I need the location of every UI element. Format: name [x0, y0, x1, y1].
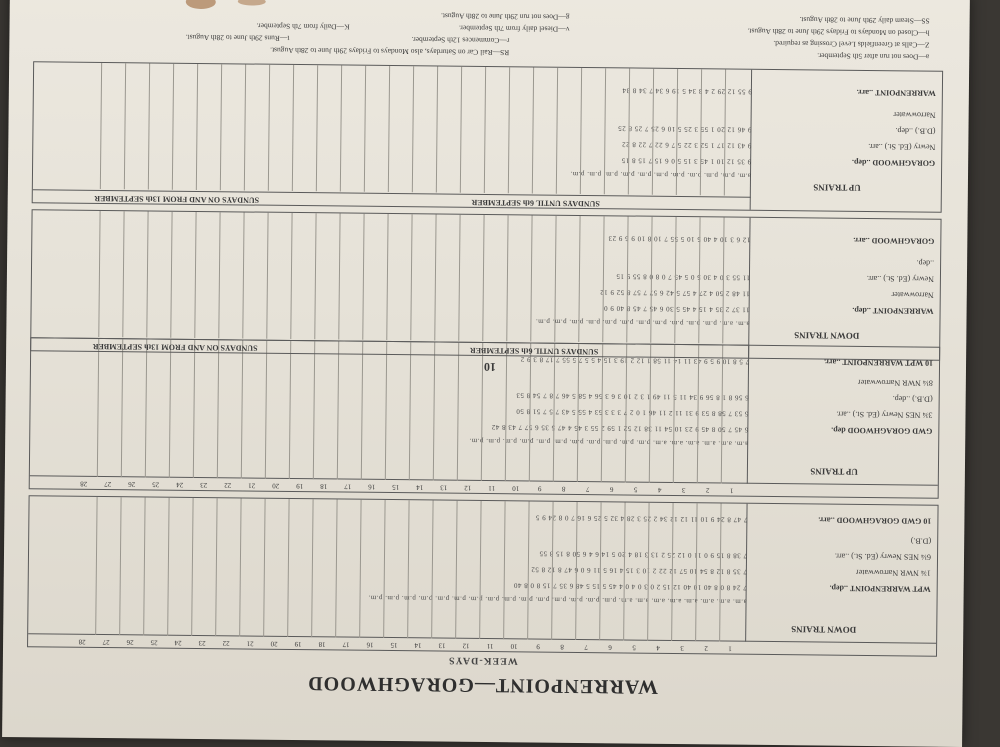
times-row-4: 12 6 3 10 4 40 5 10 5 55 7 10 8 10 9 5 9 23	[608, 234, 751, 244]
sundays-heading: SUNDAYS UNTIL 6th SEPTEMBER SUNDAYS ON AND FROM 13th SEPTEMBER	[33, 189, 751, 210]
station-row-2: Narrowwater	[891, 290, 934, 300]
times-row-ampm: a.m. a.m. a.m. a.m. a.m. a.m. p.m. p.m. p.m. p.m. p.m. p.m. p.m. p.m. p.m. p.m. p.m.	[468, 436, 749, 448]
footnote: t—Runs 29th June to 28th August.	[185, 32, 290, 43]
times-row-2: 7 35 8 12 8 54 10 57 12 22 2 10 3 15 4 16 5 11 6 0 6 47 8 12 8 52	[530, 565, 747, 576]
times-row-ampm: a.m. a.m. a.m. a.m. a.m. a.m. a.m. a.m. p.m. p.m. p.m. p.m. p.m. p.m. p.m. p.m. p.m. p.m. p.m. p.m. p.m. p.m. p.m.	[367, 593, 747, 606]
timetable-sheet	[2, 0, 970, 747]
sundays-heading: SUNDAYS UNTIL 6th SEPTEMBER SUNDAYS ON AND FROM 13th SEPTEMBER	[31, 337, 749, 358]
table-sundays-down	[30, 209, 941, 361]
times-row-3: 11 55 3 0 4 30 5 0 5 45 7 0 8 0 8 55 9 15	[615, 272, 750, 282]
station-stub	[750, 70, 942, 212]
times-grid	[28, 496, 747, 642]
table-weekdays-down	[27, 495, 939, 657]
station-row-1: WARRENPOINT ..dep.	[852, 305, 934, 316]
footnote: a—Does not run after 5th September.	[817, 51, 930, 62]
direction-label: DOWN TRAINS	[794, 330, 860, 341]
times-row-3: 6 56 8 1 8 56 9 34 11 5 11 49 1 3 2 10 3 6 3 56 4 58 5 46 7 8 7 54 8 53	[515, 391, 749, 402]
station-row-2: 3¾ NES Newry (Ed. St.) ..arr.	[836, 409, 933, 420]
footnote: Z—Calls at Greenfields Level Crossing as required.	[773, 38, 930, 50]
station-row-3: (D.B.) ..dep.	[895, 126, 936, 136]
station-row-5: 10 WPT WARRENPOINT ..arr.	[824, 357, 934, 368]
station-row-2: 1¾ NWR Narrowwater	[855, 567, 931, 578]
footnote: K—Daily from 7th September.	[256, 21, 350, 32]
direction-label: DOWN TRAINS	[791, 624, 857, 635]
times-row-2: 9 43 12 17 1 52 3 22 5 7 6 22 7 22 8 22	[621, 140, 752, 150]
station-row-3: Newry (Ed. St.) ..arr.	[866, 273, 934, 284]
times-row-3: 9 46 12 20 1 55 3 25 5 10 6 25 7 25 8 25	[617, 124, 752, 134]
footnote: h—Closed on Mondays to Fridays 29th June to 28th August.	[747, 26, 930, 38]
times-row-2: 6 53 7 58 8 53 9 31 11 2 11 46 1 0 2 7 3 3 3 53 4 55 5 43 7 5 7 51 8 50	[515, 407, 749, 418]
station-row-5: GORAGHWOOD ..arr.	[853, 235, 935, 246]
times-row-2: 11 48 2 50 4 27 4 57 5 42 6 57 7 57 8 52 9 12	[599, 288, 750, 298]
station-row-5: WARRENPOINT ..arr.	[856, 87, 936, 98]
station-row-1: WPT WARRENPOINT ..dep.	[829, 583, 931, 594]
footnotes	[49, 11, 930, 62]
station-stub	[747, 346, 939, 486]
times-row-1: 7 24 8 0 8 40 10 40 12 15 2 0 3 0 4 0 4 45 5 15 5 48 6 35 7 15 8 0 8 40	[513, 581, 747, 592]
station-row-3: (D.B.) ..dep.	[892, 394, 933, 404]
times-grid	[31, 210, 750, 344]
footnote: v—Diesel daily from 7th September.	[458, 23, 570, 34]
station-row-4: 8¼ NWR Narrowwater	[857, 377, 933, 388]
times-grid	[33, 62, 752, 196]
times-row-1: 9 35 12 10 1 45 3 15 5 0 6 15 7 15 8 15	[621, 156, 752, 166]
footnote: RS—Rail Car on Saturdays, also Mondays to Fridays 29th June to 28th August.	[270, 45, 510, 58]
station-row-4: Narrowwater	[893, 110, 936, 120]
direction-label: UP TRAINS	[810, 466, 858, 477]
printed-page-upside-down	[2, 0, 970, 747]
times-grid	[30, 338, 749, 484]
station-row-4: ..dep.	[916, 258, 935, 268]
footnote: r—Commences 12th September.	[411, 35, 510, 46]
footnote: g—Does not run 29th June to 28th August.	[440, 11, 570, 22]
station-row-1: GWD GORAGHWOOD dep.	[831, 425, 933, 436]
section-heading-weekdays: WEEK-DAYS	[447, 654, 518, 667]
times-row-1: 6 45 7 50 8 45 9 23 10 54 11 38 12 52 1 59 2 55 3 45 4 47 5 35 6 57 7 43 8 42	[491, 423, 749, 434]
times-row-4: 9 55 12 29 2 4 3 34 5 19 6 34 7 34 8 34	[622, 86, 752, 96]
page-number: 10	[483, 359, 497, 375]
station-row-5: 10 GWD GORAGHWOOD ..arr.	[818, 515, 932, 526]
column-numbers-row: 1 2 3 4 5 6 7 8 9 10 11 12 13 14 15 16 17 18 19 20 21 22 23 24 25 26 27 28	[30, 475, 938, 498]
column-numbers-row: 1 2 3 4 5 6 7 8 9 10 11 12 13 14 15 16 17 18 19 20 21 22 23 24 25 26 27 28	[28, 633, 936, 656]
station-stub	[748, 218, 940, 360]
times-row-4: 7 5 8 10 9 5 9 43 11 14 11 58 1 12 2 19 3 15 4 5 5 7 5 55 7 17 8 3 9 2	[520, 355, 750, 366]
station-row-2: Newry (Ed. St.) ..arr.	[868, 141, 936, 152]
table-sundays-up	[32, 61, 943, 213]
times-row-1: 11 37 2 35 4 15 4 45 5 30 6 45 7 45 8 40 9 0	[603, 304, 750, 314]
station-row-3: 6¼ NES Newry (Ed. St.) ..arr.	[834, 551, 932, 562]
page-title: WARRENPOINT—GORAGHWOOD	[307, 672, 659, 698]
times-row-4: 7 47 8 24 9 10 11 12 12 34 2 25 3 28 4 32 5 25 6 16 7 0 8 24 9 5	[535, 513, 748, 524]
times-row-ampm: a.m. p.m. p.m. p.m. p.m. p.m. p.m. p.m. p.m. p.m. p.m.	[569, 169, 752, 180]
footnote: SS—Steam daily 29th June to 28th August.	[799, 15, 930, 26]
times-row-ampm: a.m. a.m. p.m. p.m. p.m. p.m. p.m. p.m. p.m. p.m. p.m. p.m. p.m.	[535, 317, 750, 328]
station-row-4: (D.B.)	[910, 536, 932, 546]
times-row-3: 7 38 8 15 9 0 11 0 12 25 2 13 3 18 4 20 5 14 6 4 6 50 8 15 8 55	[538, 549, 748, 560]
station-row-1: GORAGHWOOD ..dep.	[851, 157, 936, 168]
station-stub	[745, 504, 937, 644]
direction-label: UP TRAINS	[813, 182, 861, 193]
